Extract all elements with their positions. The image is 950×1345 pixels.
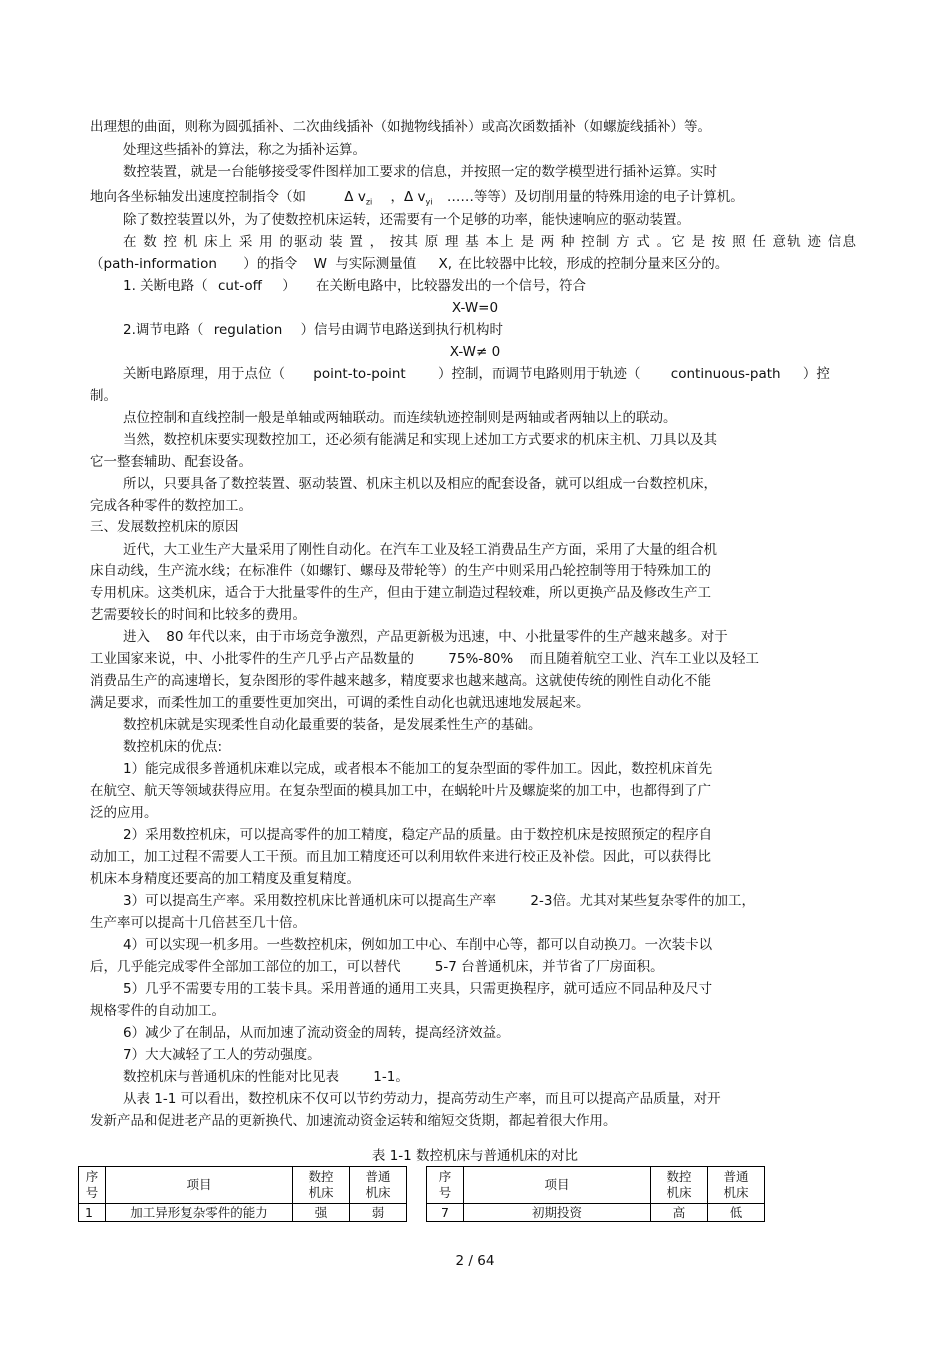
- text-segment: ）: [282, 278, 296, 294]
- header-text: 普通: [723, 1169, 749, 1184]
- text-line: 5）几乎不需要专用的工装卡具。采用普通的通用工夹具，只需更换程序，就可适应不同品种及尺寸: [123, 981, 713, 997]
- table-cell-plain: 低: [708, 1204, 765, 1222]
- text-line: 生产率可以提高十几倍甚至几十倍。: [90, 915, 306, 931]
- table-cell-no: 7: [427, 1204, 464, 1222]
- text-line: 除了数控装置以外，为了使数控机床运转，还需要有一个足够的功率，能快速响应的驱动装置。: [123, 212, 690, 228]
- text-segment: （path-information: [90, 256, 217, 272]
- text-segment: 2-3倍。尤其对某些复杂零件的加工，: [530, 893, 755, 909]
- text-segment: regulation: [213, 322, 283, 338]
- table-row: [79, 1204, 407, 1222]
- table-header-item: 项目: [464, 1167, 651, 1204]
- formula: X-W≠ 0: [449, 344, 501, 360]
- header-text: 数控: [666, 1169, 692, 1184]
- table-header-row: [79, 1167, 407, 1204]
- table-header-row: [427, 1167, 765, 1204]
- text-line: 近代，大工业生产大量采用了刚性自动化。在汽车工业及轻工消费品生产方面，采用了大量的组合机: [123, 542, 717, 558]
- text-line: [123, 276, 586, 296]
- text-line: 数控装置，就是一台能够接受零件图样加工要求的信息，并按照一定的数学模型进行插补运算。实时: [123, 164, 717, 180]
- text-segment: 地向各坐标轴发出速度控制指令（如: [90, 189, 306, 205]
- text-segment: 80 年代以来，由于市场竞争激烈，产品更新极为迅速，中、小批量零件的生产越来越多。对于: [166, 629, 728, 645]
- text-segment: 3）可以提高生产率。采用数控机床比普通机床可以提高生产率: [123, 893, 497, 909]
- table-cell-no: 1: [79, 1204, 106, 1222]
- table-row: [427, 1204, 765, 1222]
- subscript: zi: [365, 197, 373, 207]
- table-header-item: 项目: [106, 1167, 293, 1204]
- comparison-table-right: [426, 1166, 765, 1222]
- text-segment: 1-1。: [373, 1069, 409, 1085]
- table-cell-plain: 弱: [350, 1204, 407, 1222]
- text-segment: 75%-80%: [448, 651, 514, 667]
- text-line: [90, 957, 664, 977]
- table-header-plain: [708, 1167, 765, 1204]
- text-segment: 2.调节电路（: [123, 322, 204, 338]
- table-header-no: [427, 1167, 464, 1204]
- header-text: 数控: [308, 1169, 334, 1184]
- text-segment: ）控: [802, 366, 830, 382]
- text-segment: 而且随着航空工业、汽车工业以及轻工: [529, 651, 759, 667]
- formula: X-W=0: [451, 300, 499, 316]
- text-line: 泛的应用。: [90, 805, 158, 821]
- table-header-cnc: [651, 1167, 708, 1204]
- text-line: 所以，只要具备了数控装置、驱动装置、机床主机以及相应的配套设备，就可以组成一台数控机床，: [123, 476, 717, 492]
- text-segment: W: [313, 256, 327, 272]
- header-text: 普通: [365, 1169, 391, 1184]
- text-line: 消费品生产的高速增长，复杂图形的零件越来越多，精度要求也越来越高。这就使传统的刚性自动化不能: [90, 673, 711, 689]
- text-line: 处理这些插补的算法，称之为插补运算。: [123, 142, 366, 158]
- text-line: [90, 254, 728, 274]
- text-line: [123, 1067, 409, 1087]
- header-text: 机床: [308, 1185, 334, 1200]
- header-text: 序: [85, 1169, 99, 1184]
- text-segment: ）控制，而调节电路则用于轨迹（: [438, 366, 641, 382]
- text-segment: 1. 关断电路（: [123, 278, 208, 294]
- text-segment: [344, 187, 372, 213]
- text-line: 制。: [90, 388, 117, 404]
- text-line: 数控机床就是实现柔性自动化最重要的装备，是发展柔性生产的基础。: [123, 717, 542, 733]
- text-segment: 在比较器中比较，形成的控制分量来区分的。: [458, 256, 729, 272]
- header-text: 机床: [365, 1185, 391, 1200]
- text-line: 完成各种零件的数控加工。: [90, 498, 252, 514]
- header-text: 序: [438, 1169, 452, 1184]
- text-line: 1）能完成很多普通机床难以完成，或者根本不能加工的复杂型面的零件加工。因此，数控机床首先: [123, 761, 713, 777]
- text-line: [123, 627, 728, 647]
- header-text: 机床: [666, 1185, 692, 1200]
- delta-v-symbol: Δ v: [344, 189, 366, 205]
- text-segment: 关断电路原理，用于点位（: [123, 366, 285, 382]
- text-line: 满足要求，而柔性加工的重要性更加突出，可调的柔性自动化也就迅速地发展起来。: [90, 695, 590, 711]
- text-line: 发新产品和促进老产品的更新换代、加速流动资金运转和缩短交货期，都起着很大作用。: [90, 1113, 617, 1129]
- text-line: 当然，数控机床要实现数控加工，还必须有能满足和实现上述加工方式要求的机床主机、刀具以及其: [123, 432, 717, 448]
- subscript: yi: [425, 197, 433, 207]
- header-text: 号: [438, 1185, 452, 1200]
- table-cell-item: 加工异形复杂零件的能力: [106, 1204, 293, 1222]
- text-segment: cut-off: [217, 278, 262, 294]
- text-segment: 后，几乎能完成零件全部加工部位的加工，可以替代: [90, 959, 401, 975]
- delta-v-symbol: ，Δ v: [390, 189, 426, 205]
- table-title: 表 1-1 数控机床与普通机床的对比: [371, 1148, 579, 1164]
- text-line: 在 数 控 机 床上 采 用 的驱动 装 置 ， 按其 原 理 基 本上 是 两 种 控制 方 式 。它 是 按 照 任 意轨 迹 信息: [123, 234, 856, 250]
- text-line: 专用机床。这类机床，适合于大批量零件的生产，但由于建立制造过程较难，所以更换产品及修改生产工: [90, 585, 711, 601]
- text-segment: 工业国家来说，中、小批零件的生产几乎占产品数量的: [90, 651, 414, 667]
- text-segment: point-to-point: [313, 366, 406, 382]
- text-line: [123, 364, 830, 384]
- text-line: 它一整套辅助、配套设备。: [90, 454, 252, 470]
- text-line: 艺需要较长的时间和比较多的费用。: [90, 607, 306, 623]
- text-segment: continuous-path: [670, 366, 781, 382]
- text-segment: 5-7 台普通机床，并节省了厂房面积。: [434, 959, 664, 975]
- comparison-table-left: [78, 1166, 407, 1222]
- text-segment: X,: [438, 256, 453, 272]
- table-header-plain: [350, 1167, 407, 1204]
- text-line: [123, 320, 503, 340]
- page-number: 2 / 64: [455, 1253, 495, 1269]
- text-line: [123, 891, 755, 911]
- table-cell-cnc: 高: [651, 1204, 708, 1222]
- section-heading: 三、发展数控机床的原因: [90, 519, 239, 535]
- table-cell-cnc: 强: [293, 1204, 350, 1222]
- table-header-cnc: [293, 1167, 350, 1204]
- text-line: [90, 649, 759, 669]
- text-line: 动加工，加工过程不需要人工干预。而且加工精度还可以利用软件来进行校正及补偿。因此，可以获得比: [90, 849, 711, 865]
- header-text: 号: [85, 1185, 99, 1200]
- table-cell-item: 初期投资: [464, 1204, 651, 1222]
- text-line: 数控机床的优点:: [123, 739, 223, 755]
- text-line: 2）采用数控机床，可以提高零件的加工精度，稳定产品的质量。由于数控机床是按照预定的程序自: [123, 827, 713, 843]
- text-line: 床自动线，生产流水线；在标准件（如螺钉、螺母及带轮等）的生产中则采用凸轮控制等用于特殊加工的: [90, 563, 711, 579]
- text-line: 点位控制和直线控制一般是单轴或两轴联动。而连续轨迹控制则是两轴或者两轴以上的联动。: [123, 410, 677, 426]
- text-segment: 进入: [123, 629, 150, 645]
- table-header-no: [79, 1167, 106, 1204]
- text-line: 7）大大减轻了工人的劳动强度。: [123, 1047, 321, 1063]
- text-line: 规格零件的自动加工。: [90, 1003, 225, 1019]
- text-segment: ）信号由调节电路送到执行机构时: [300, 322, 504, 338]
- text-segment: 在关断电路中，比较器发出的一个信号，符合: [316, 278, 587, 294]
- text-line: [90, 187, 744, 213]
- text-segment: ……等等）及切削用量的特殊用途的电子计算机。: [446, 189, 744, 205]
- text-line: 在航空、航天等领域获得应用。在复杂型面的模具加工中，在蜗轮叶片及螺旋桨的加工中，也都得到了广: [90, 783, 711, 799]
- text-segment: 与实际测量值: [335, 256, 417, 272]
- text-line: 4）可以实现一机多用。一些数控机床，例如加工中心、车削中心等，都可以自动换刀。一次装卡以: [123, 937, 713, 953]
- text-line: 机床本身精度还要高的加工精度及重复精度。: [90, 871, 360, 887]
- text-line: 6）减少了在制品，从而加速了流动资金的周转，提高经济效益。: [123, 1025, 510, 1041]
- text-line: 从表 1-1 可以看出，数控机床不仅可以节约劳动力，提高劳动生产率，而且可以提高产品质量，对开: [123, 1091, 721, 1107]
- header-text: 机床: [723, 1185, 749, 1200]
- text-segment: 数控机床与普通机床的性能对比见表: [123, 1069, 339, 1085]
- text-line: 出理想的曲面，则称为圆弧插补、二次曲线插补（如抛物线插补）或高次函数插补（如螺旋线插补）等。: [90, 119, 711, 135]
- text-segment: [391, 187, 433, 213]
- text-segment: ）的指令: [243, 256, 298, 272]
